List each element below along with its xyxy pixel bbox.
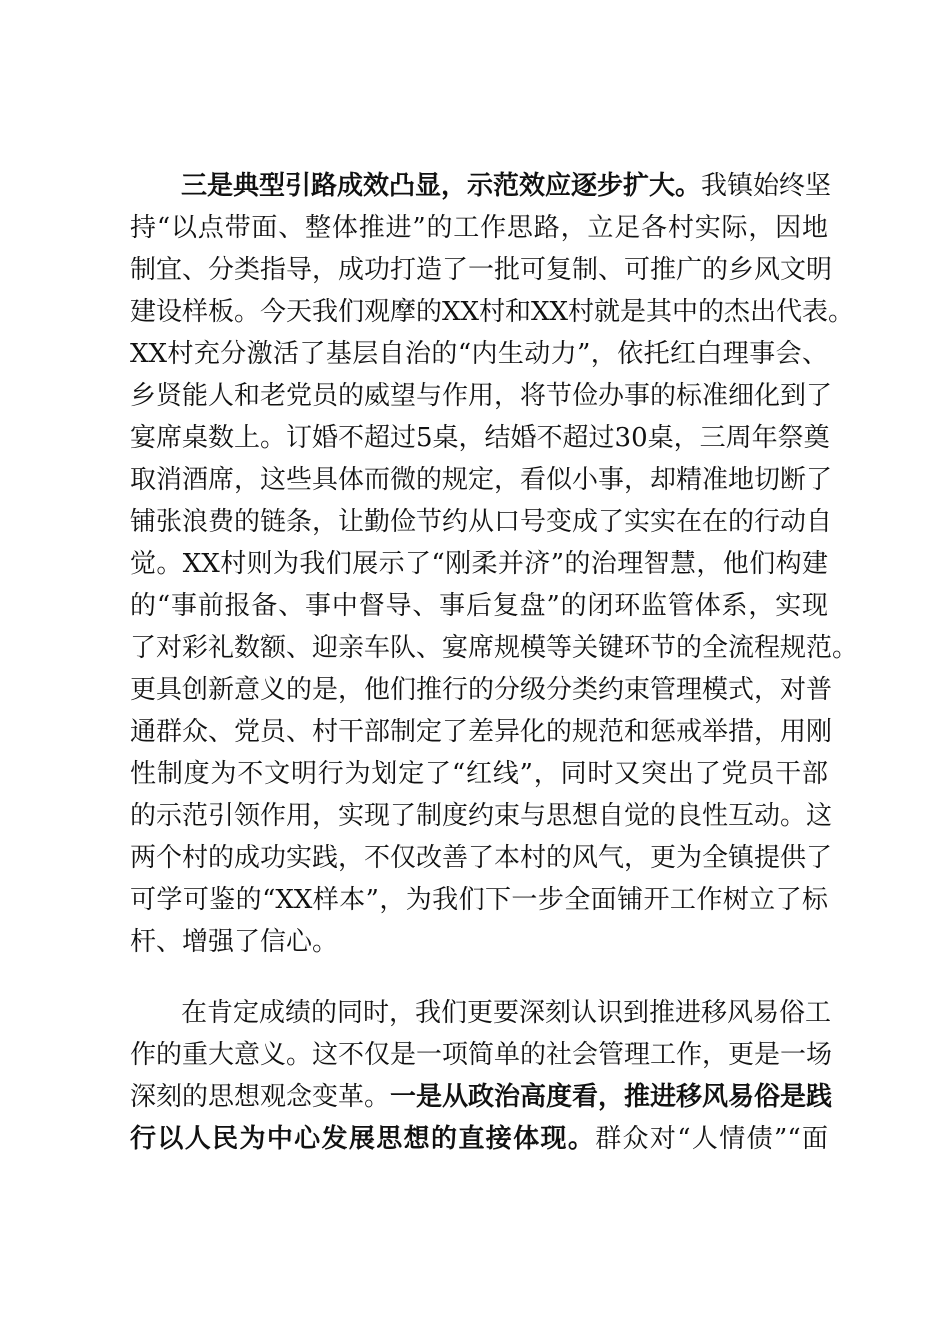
line-text: 群众对“人情债”“面 bbox=[595, 1124, 828, 1154]
paragraph-1-line-18: 可学可鉴的“XX样本”，为我们下一步全面铺开工作树立了标 bbox=[130, 885, 828, 915]
paragraph-1-line-1 bbox=[181, 166, 832, 206]
paragraph-1-line-9: 铺张浪费的链条，让勤俭节约从口号变成了实实在在的行动自 bbox=[130, 507, 833, 537]
paragraph-1-line-15: 性制度为不文明行为划定了“红线”，同时又突出了党员干部 bbox=[130, 759, 828, 789]
paragraph-1-line-17: 两个村的成功实践，不仅改善了本村的风气，更为全镇提供了 bbox=[130, 843, 833, 873]
paragraph-2-line-2: 作的重大意义。这不仅是一项简单的社会管理工作，更是一场 bbox=[130, 1040, 833, 1070]
bold-heading-san-shi: 三是典型引路成效凸显，示范效应逐步扩大。 bbox=[181, 171, 702, 201]
paragraph-2-line-1: 在肯定成绩的同时，我们更要深刻认识到推进移风易俗工 bbox=[181, 998, 832, 1028]
paragraph-1-line-14: 通群众、党员、村干部制定了差异化的规范和惩戒举措，用刚 bbox=[130, 717, 833, 747]
paragraph-1-line-19: 杆、增强了信心。 bbox=[130, 927, 339, 957]
line-text: 我镇始终坚 bbox=[701, 171, 832, 201]
paragraph-1-line-4: 建设样板。今天我们观摩的XX村和XX村就是其中的杰出代表。 bbox=[130, 297, 855, 327]
paragraph-1-line-12: 了对彩礼数额、迎亲车队、宴席规模等关键环节的全流程规范。 bbox=[130, 633, 859, 663]
paragraph-1-line-10: 觉。XX村则为我们展示了“刚柔并济”的治理智慧，他们构建 bbox=[130, 549, 828, 579]
paragraph-1-line-7: 宴席桌数上。订婚不超过5桌，结婚不超过30桌，三周年祭奠 bbox=[130, 423, 830, 453]
paragraph-1-line-16: 的示范引领作用，实现了制度约束与思想自觉的良性互动。这 bbox=[130, 801, 833, 831]
paragraph-1-line-2: 持“以点带面、整体推进”的工作思路，立足各村实际，因地 bbox=[130, 213, 828, 243]
paragraph-1-line-13: 更具创新意义的是，他们推行的分级分类约束管理模式，对普 bbox=[130, 675, 833, 705]
bold-heading-yi-shi-cont: 行以人民为中心发展思想的直接体现。 bbox=[130, 1124, 596, 1154]
paragraph-2-line-3 bbox=[130, 1077, 833, 1117]
bold-heading-yi-shi: 一是从政治高度看，推进移风易俗是践 bbox=[390, 1082, 833, 1112]
paragraph-2-line-4 bbox=[130, 1119, 828, 1159]
paragraph-1-line-5: XX村充分激活了基层自治的“内生动力”，依托红白理事会、 bbox=[130, 339, 828, 369]
paragraph-1-line-6: 乡贤能人和老党员的威望与作用，将节俭办事的标准细化到了 bbox=[130, 381, 833, 411]
paragraph-1-line-11: 的“事前报备、事中督导、事后复盘”的闭环监管体系，实现 bbox=[130, 591, 828, 621]
paragraph-1-line-3: 制宜、分类指导，成功打造了一批可复制、可推广的乡风文明 bbox=[130, 255, 833, 285]
paragraph-1-line-8: 取消酒席，这些具体而微的规定，看似小事，却精准地切断了 bbox=[130, 465, 833, 495]
line-text: 深刻的思想观念变革。 bbox=[130, 1082, 391, 1112]
